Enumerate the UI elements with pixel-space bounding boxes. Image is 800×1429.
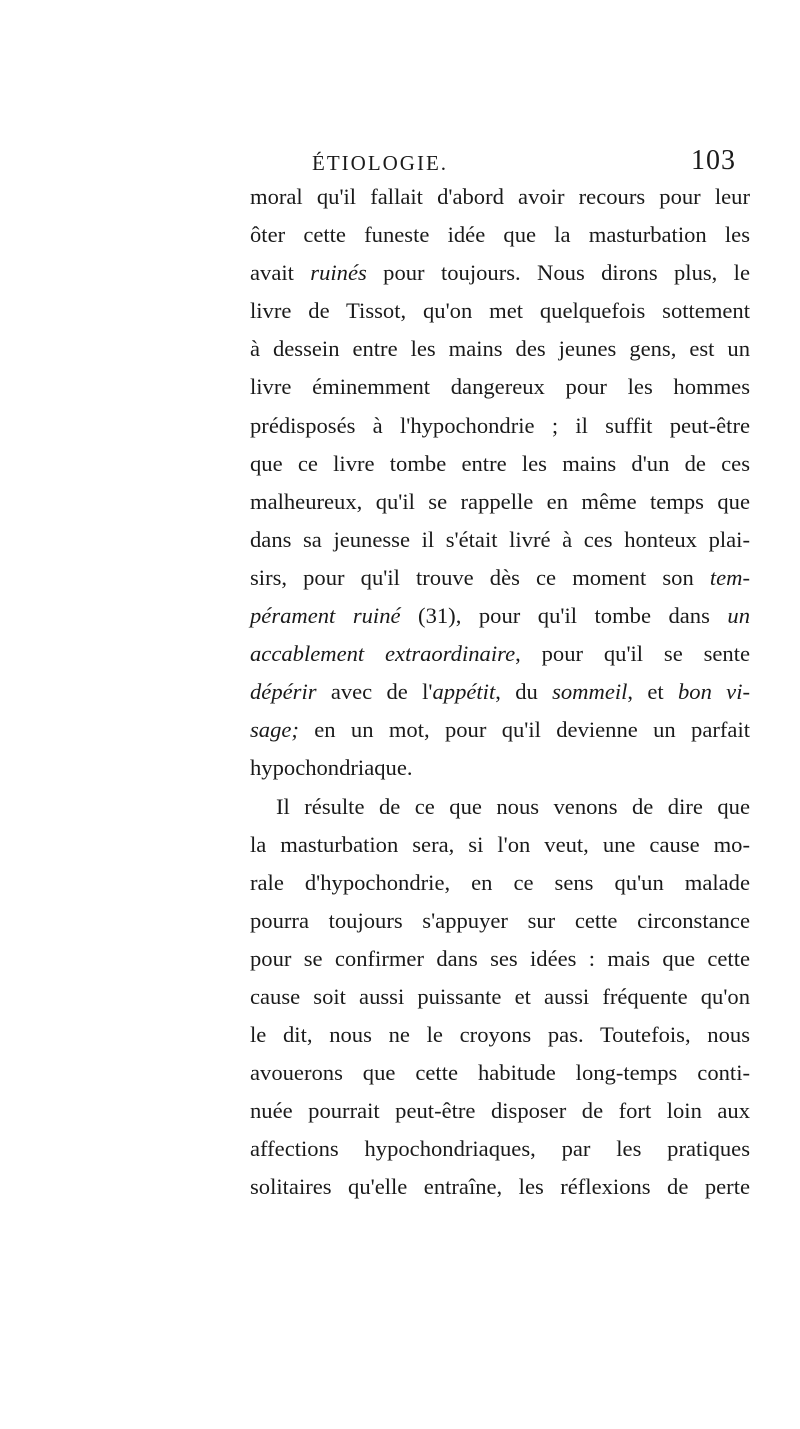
text-line: [250, 902, 750, 940]
italic-text: sommeil: [552, 679, 628, 705]
text-line: [250, 292, 750, 330]
text-line: [250, 673, 750, 711]
text-line: [250, 711, 750, 749]
running-title: ÉTIOLOGIE.: [312, 151, 449, 175]
text-segment: livre éminemment dangereux pour les hommes: [250, 374, 750, 400]
text-line: [250, 559, 750, 597]
text-segment: moral qu'il fallait d'abord avoir recours pour leur: [250, 184, 750, 209]
text-segment: (31), pour qu'il tombe dans: [400, 603, 728, 629]
text-line: [250, 483, 750, 521]
text-line: [250, 445, 750, 483]
text-segment: que ce livre tombe entre les mains d'un de ces: [250, 450, 750, 476]
running-head: [250, 146, 750, 180]
text-line: [250, 749, 750, 787]
text-line: [250, 368, 750, 406]
text-segment: rale d'hypochondrie, en ce sens qu'un malade: [250, 869, 750, 895]
text-line: [250, 864, 750, 902]
text-segment: solitaires qu'elle entraîne, les réflexions de perte: [250, 1174, 750, 1200]
text-segment: à dessein entre les mains des jeunes gens, est un: [250, 336, 750, 362]
italic-text: appétit: [432, 679, 496, 705]
text-line: [250, 254, 750, 292]
italic-text: sage;: [250, 717, 299, 743]
text-segment: prédisposés à l'hypochondrie ; il suffit peut-être: [250, 412, 750, 438]
text-segment: Il résulte de ce que nous venons de dire que: [276, 793, 750, 819]
text-line: [250, 216, 750, 254]
text-line: [250, 1054, 750, 1092]
text-segment: cause soit aussi puissante et aussi fréquente qu'on: [250, 983, 750, 1009]
italic-text: pérament ruiné: [250, 603, 401, 629]
text-line: [250, 940, 750, 978]
text-segment: sirs, pour qu'il trouve dès ce moment son: [250, 564, 710, 590]
italic-text: bon vi-: [677, 679, 750, 705]
italic-text: accablement extraordinaire: [250, 641, 516, 667]
text-segment: avec de l': [316, 679, 433, 705]
text-line: [250, 978, 750, 1016]
text-line: [250, 521, 750, 559]
text-line: [250, 1130, 750, 1168]
italic-text: ruinés: [310, 260, 367, 286]
text-line: [250, 597, 750, 635]
text-segment: , pour qu'il se sente: [515, 641, 751, 667]
italic-text: dépérir: [250, 679, 317, 705]
text-line: [250, 826, 750, 864]
text-segment: avait: [250, 260, 311, 286]
text-segment: livre de Tissot, qu'on met quelquefois sottement: [250, 298, 750, 324]
italic-text: un: [727, 603, 750, 629]
text-line: [250, 635, 750, 673]
text-segment: en un mot, pour qu'il devienne un parfait: [298, 717, 750, 743]
text-segment: pourra toujours s'appuyer sur cette circonstance: [250, 907, 750, 933]
text-line: [250, 788, 750, 826]
body-text: [250, 178, 750, 1207]
text-segment: , du: [495, 679, 553, 705]
text-line: [250, 1016, 750, 1054]
text-segment: , et: [627, 679, 678, 705]
text-line: [250, 178, 750, 216]
text-segment: hypochondriaque.: [250, 755, 413, 781]
text-segment: la masturbation sera, si l'on veut, une cause mo-: [250, 831, 750, 857]
text-segment: pour se confirmer dans ses idées : mais que cette: [250, 945, 750, 971]
text-segment: le dit, nous ne le croyons pas. Toutefois, nous: [250, 1022, 750, 1048]
text-segment: avouerons que cette habitude long-temps conti-: [250, 1060, 750, 1086]
text-segment: pour toujours. Nous dirons plus, le: [366, 260, 750, 286]
text-segment: nuée pourrait peut-être disposer de fort loin aux: [250, 1098, 750, 1124]
text-segment: affections hypochondriaques, par les pratiques: [250, 1136, 750, 1162]
italic-text: tem-: [709, 564, 750, 590]
text-segment: dans sa jeunesse il s'était livré à ces honteux plai-: [250, 526, 750, 552]
text-segment: ôter cette funeste idée que la masturbation les: [250, 222, 750, 248]
page-number: 103: [691, 145, 736, 176]
text-line: [250, 407, 750, 445]
text-line: [250, 1168, 750, 1206]
text-line: [250, 330, 750, 368]
text-segment: malheureux, qu'il se rappelle en même temps que: [250, 488, 750, 514]
text-line: [250, 1092, 750, 1130]
